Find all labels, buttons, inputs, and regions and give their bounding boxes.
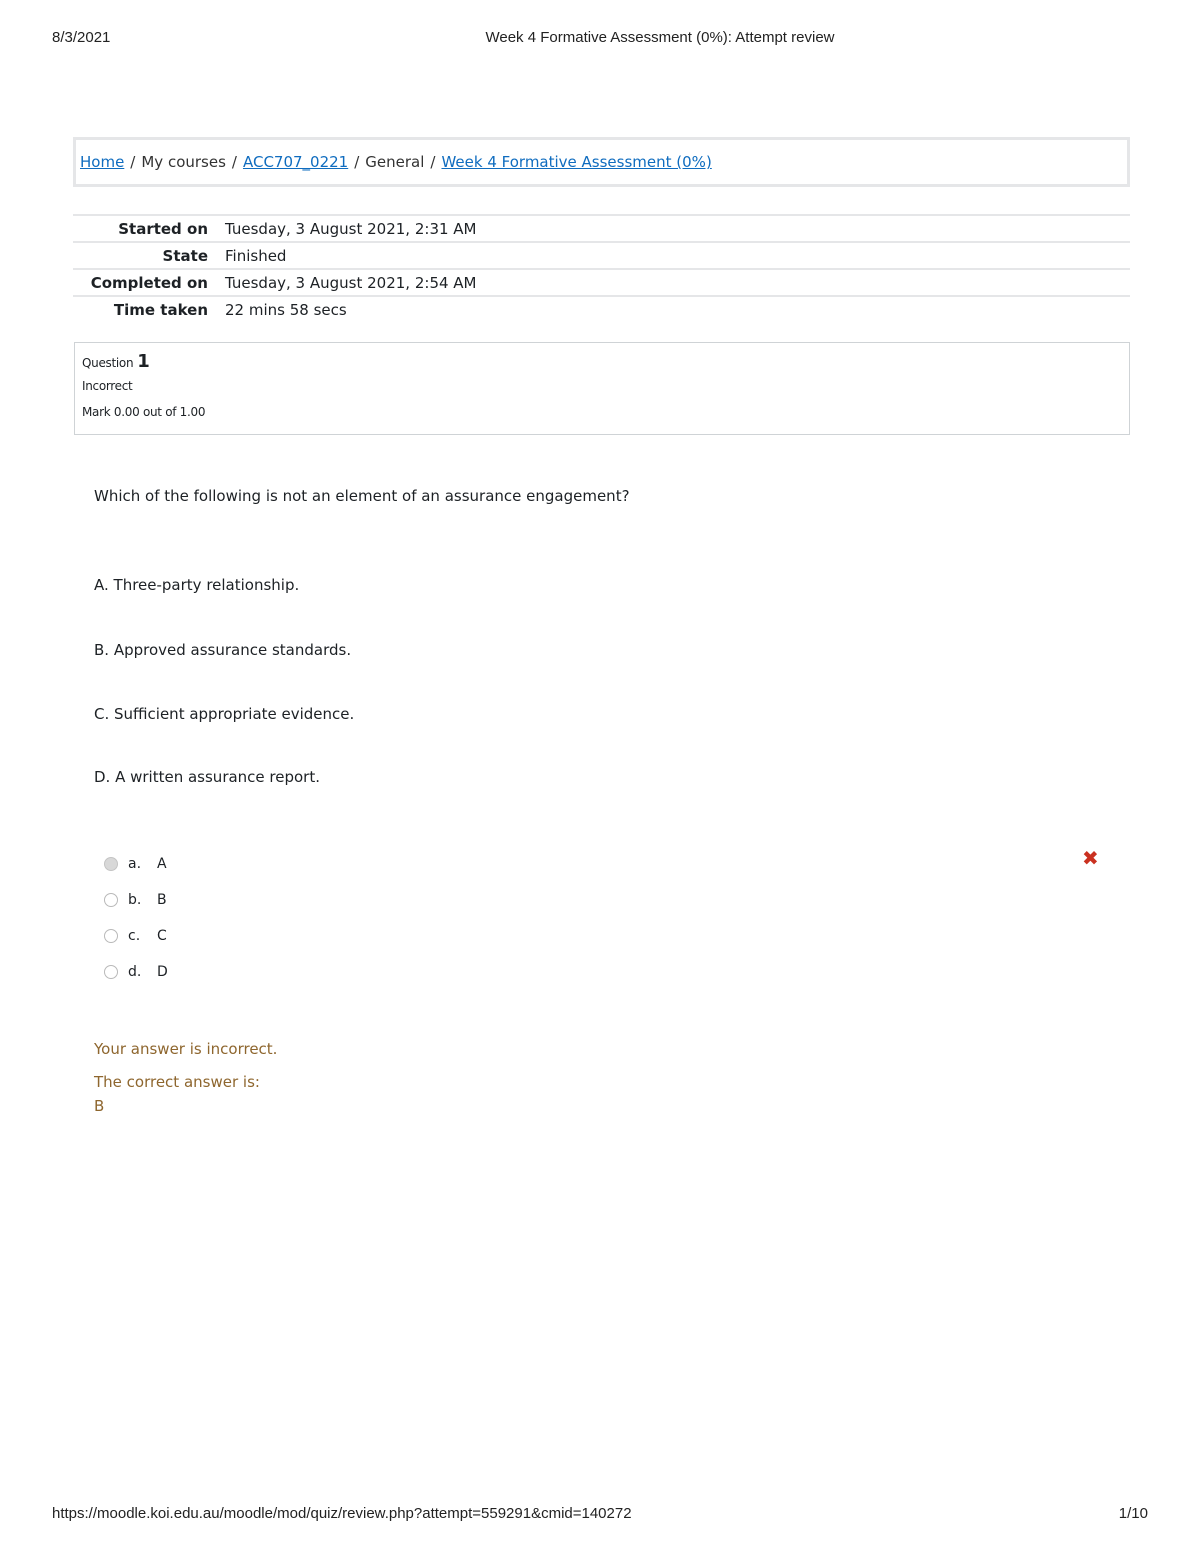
breadcrumb-quiz-link[interactable]: Week 4 Formative Assessment (0%) [441, 153, 712, 171]
summary-label: Started on [73, 215, 225, 242]
print-header [0, 29, 1200, 49]
question-option: B. Approved assurance standards. [94, 641, 352, 659]
question-info-box [74, 342, 1130, 435]
question-option: A. Three-party relationship. [94, 576, 300, 594]
breadcrumb-separator: / [430, 153, 436, 171]
breadcrumb-course-link[interactable]: ACC707_0221 [242, 153, 349, 171]
question-mark: Mark 0.00 out of 1.00 [82, 405, 206, 419]
radio-button[interactable] [104, 929, 118, 943]
answer-option-d[interactable] [104, 954, 1104, 990]
breadcrumb-section: General [365, 153, 425, 171]
breadcrumb-separator: / [354, 153, 360, 171]
breadcrumb-my-courses: My courses [141, 153, 226, 171]
summary-label: Completed on [73, 269, 225, 296]
answer-letter: d. [128, 964, 142, 980]
answer-letter: b. [128, 892, 142, 908]
radio-button[interactable] [104, 893, 118, 907]
summary-value: 22 mins 58 secs [225, 296, 1130, 323]
answer-text: D [157, 964, 168, 980]
answer-list [104, 846, 1104, 990]
question-status: Incorrect [82, 379, 133, 393]
question-number: 1 [137, 351, 150, 372]
summary-value: Finished [225, 242, 1130, 269]
answer-text: A [157, 856, 167, 872]
question-number-line [82, 351, 1122, 379]
question-text: Which of the following is not an element of an assurance engagement? [94, 487, 630, 505]
feedback-text: Your answer is incorrect. [94, 1040, 278, 1058]
answer-option-a[interactable] [104, 846, 1104, 882]
question-option: D. A written assurance report. [94, 768, 321, 786]
answer-letter: a. [128, 856, 142, 872]
print-title: Week 4 Formative Assessment (0%): Attempt review [485, 29, 835, 46]
answer-letter: c. [128, 928, 141, 944]
summary-row [73, 296, 1130, 323]
question-option: C. Sufficient appropriate evidence. [94, 705, 355, 723]
summary-value: Tuesday, 3 August 2021, 2:31 AM [225, 215, 1130, 242]
summary-row [73, 215, 1130, 242]
summary-label: Time taken [73, 296, 225, 323]
answer-text: C [157, 928, 167, 944]
correct-answer-label: The correct answer is: [94, 1073, 260, 1091]
print-footer [0, 1505, 1200, 1525]
radio-button[interactable] [104, 965, 118, 979]
answer-option-c[interactable] [104, 918, 1104, 954]
summary-row [73, 242, 1130, 269]
print-url: https://moodle.koi.edu.au/moodle/mod/quiz/review.php?attempt=559291&cmid=140272 [52, 1505, 632, 1522]
breadcrumb-separator: / [231, 153, 237, 171]
breadcrumb-separator: / [130, 153, 136, 171]
summary-label: State [73, 242, 225, 269]
cross-icon: ✖ [1082, 846, 1099, 870]
breadcrumb-home-link[interactable]: Home [80, 153, 125, 171]
radio-button-selected[interactable] [104, 857, 118, 871]
answer-option-b[interactable] [104, 882, 1104, 918]
attempt-summary-table [73, 214, 1130, 323]
summary-value: Tuesday, 3 August 2021, 2:54 AM [225, 269, 1130, 296]
print-date: 8/3/2021 [52, 29, 111, 46]
answer-text: B [157, 892, 167, 908]
breadcrumb [73, 137, 1130, 187]
question-label: Question [82, 356, 134, 370]
correct-answer-value: B [94, 1097, 105, 1115]
print-page-number: 1/10 [1118, 1505, 1148, 1522]
summary-row [73, 269, 1130, 296]
